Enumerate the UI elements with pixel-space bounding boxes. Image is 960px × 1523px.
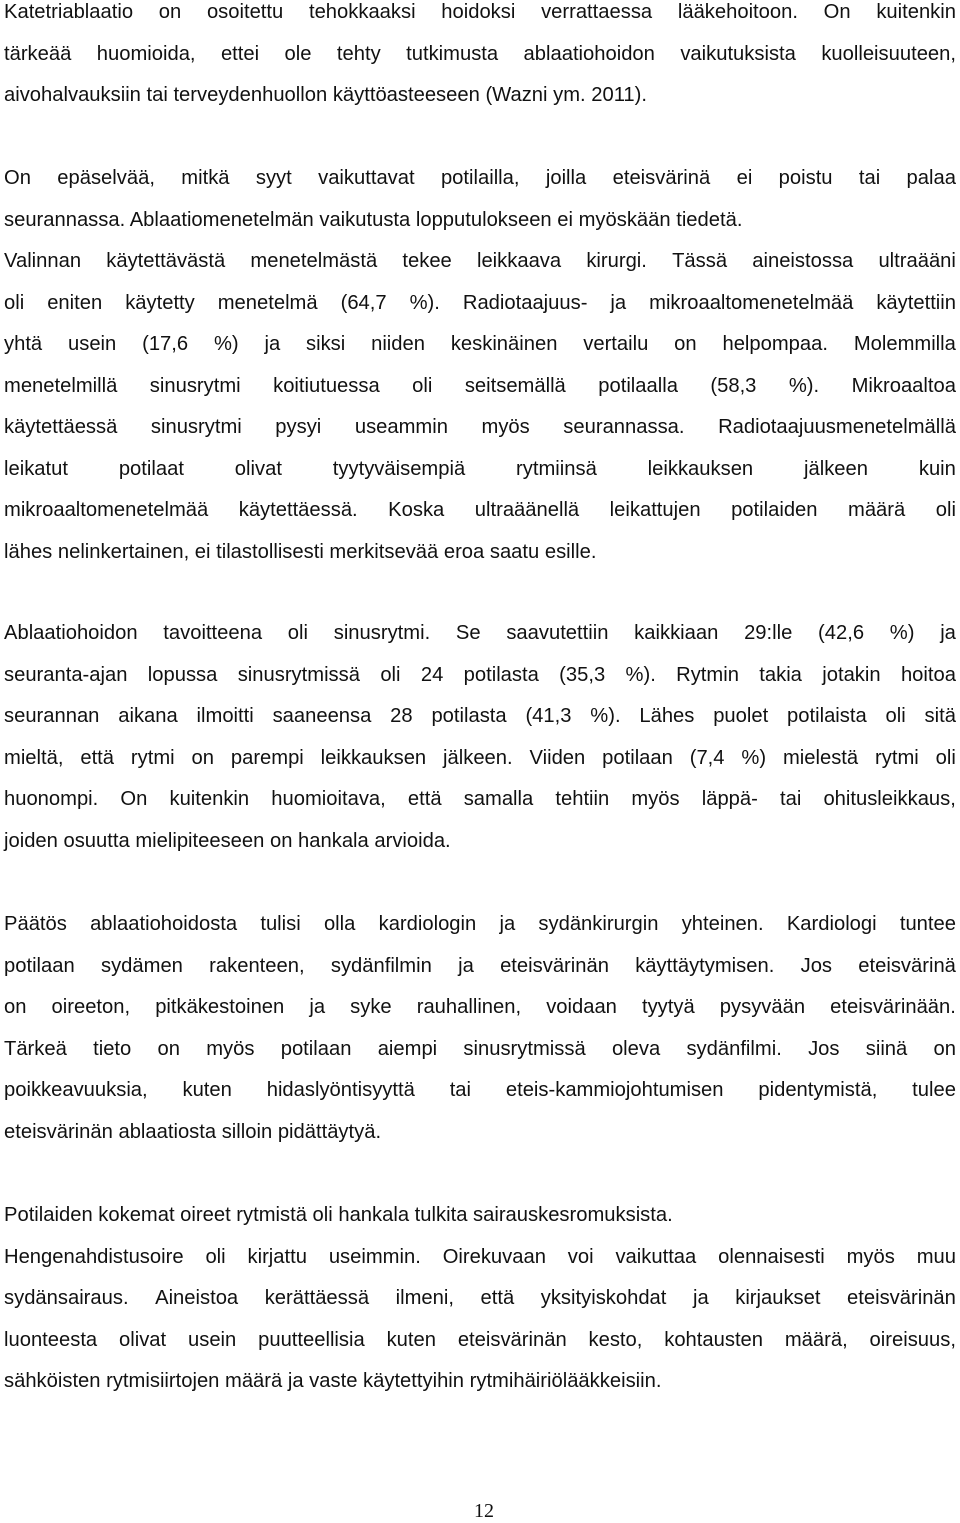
text-line: Katetriablaatio on osoitettu tehokkaaksi hoidoksi verrattaessa lääkehoitoon. On kuitenkin [4, 1, 956, 23]
text-line: sähköisten rytmisiirtojen määrä ja vaste käytettyihin rytmihäiriölääkkeisiin. [4, 1370, 662, 1392]
text-line: Tärkeä tieto on myös potilaan aiempi sinusrytmissä oleva sydänfilmi. Jos siinä on [4, 1037, 956, 1060]
text-line: on oireeton, pitkäkestoinen ja syke rauhallinen, voidaan tyytyä pysyvään eteisvärinään. [4, 996, 956, 1018]
text-line: Ablaatiohoidon tavoitteena oli sinusrytmi. Se saavutettiin kaikkiaan 29:lle (42,6 %) ja [4, 622, 956, 644]
text-line: Valinnan käytettävästä menetelmästä tekee leikkaava kirurgi. Tässä aineistossa ultraääni [4, 250, 956, 272]
text-line: seurannassa. Ablaatiomenetelmän vaikutusta lopputulokseen ei myöskään tiedetä. [4, 208, 743, 231]
text-line: lähes nelinkertainen, ei tilastollisesti merkitsevää eroa saatu esille. [4, 540, 597, 563]
text-line: käytettäessä sinusrytmi pysyi useammin myös seurannassa. Radiotaajuusmenetelmällä [4, 416, 956, 438]
text-line: Päätös ablaatiohoidosta tulisi olla kardiologin ja sydänkirurgin yhteinen. Kardiologi tuntee [4, 913, 956, 935]
text-line: sydänsairaus. Aineistoa kerättäessä ilmeni, että yksityiskohdat ja kirjaukset eteisvärinän [4, 1287, 956, 1309]
text-line: seurannan aikana ilmoitti saaneensa 28 potilasta (41,3 %). Lähes puolet potilaista oli sitä [4, 705, 956, 727]
text-line: yhtä usein (17,6 %) ja siksi niiden keskinäinen vertailu on helpompaa. Molemmilla [4, 333, 956, 355]
text-line: joiden osuutta mielipiteeseen on hankala arvioida. [4, 829, 451, 852]
text-line: seuranta-ajan lopussa sinusrytmissä oli 24 potilasta (35,3 %). Rytmin takia jotakin hoitoa [4, 663, 956, 686]
text-line: leikatut potilaat olivat tyytyväisempiä rytmiinsä leikkauksen jälkeen kuin [4, 457, 956, 480]
text-line: oli eniten käytetty menetelmä (64,7 %). Radiotaajuus- ja mikroaaltomenetelmää käytettiin [4, 291, 956, 314]
text-line: On epäselvää, mitkä syyt vaikuttavat potilailla, joilla eteisvärinä ei poistu tai palaa [4, 167, 956, 189]
text-line: mikroaaltomenetelmää käytettäessä. Koska ultraäänellä leikattujen potilaiden määrä oli [4, 499, 956, 521]
text-line: menetelmillä sinusrytmi koitiutuessa oli seitsemällä potilaalla (58,3 %). Mikroaaltoa [4, 374, 956, 397]
text-line: eteisvärinän ablaatiosta silloin pidättäytyä. [4, 1120, 382, 1143]
text-line: poikkeavuuksia, kuten hidaslyöntisyyttä tai eteis-kammiojohtumisen pidentymistä, tulee [4, 1079, 956, 1101]
text-line: Potilaiden kokemat oireet rytmistä oli hankala tulkita sairauskesromuksista. [4, 1204, 673, 1226]
text-line: huonompi. On kuitenkin huomioitava, että samalla tehtiin myös läppä- tai ohitusleikkaus, [4, 788, 956, 810]
text-line: potilaan sydämen rakenteen, sydänfilmin ja eteisvärinän käyttäytymisen. Jos eteisvärinä [4, 954, 956, 977]
text-line: Hengenahdistusoire oli kirjattu useimmin. Oirekuvaan voi vaikuttaa olennaisesti myös muu [4, 1245, 956, 1268]
text-line: aivohalvauksiin tai terveydenhuollon käyttöasteeseen (Wazni ym. 2011). [4, 84, 647, 106]
page-number: 12 [474, 1500, 494, 1522]
text-line: tärkeää huomioida, ettei ole tehty tutkimusta ablaatiohoidon vaikutuksista kuolleisuuteen, [4, 42, 956, 65]
text-line: mieltä, että rytmi on parempi leikkauksen jälkeen. Viiden potilaan (7,4 %) mielestä rytmi oli [4, 746, 956, 769]
text-line: luonteesta olivat usein puutteellisia kuten eteisvärinän kesto, kohtausten määrä, oireisuus, [4, 1328, 956, 1351]
